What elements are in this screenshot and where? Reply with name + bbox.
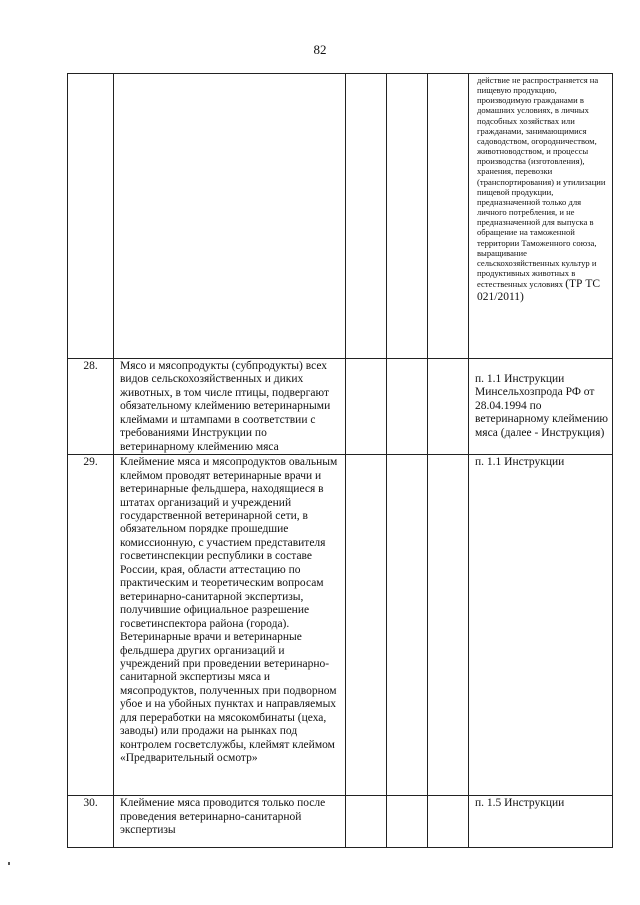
reference-text: действие не распространяется на пищевую продукцию, производимую гражданами в домашних условиях, в личных подсобных хозяйствах или гражданами, занимающимися садоводством, огородничеством, животноводством, и процессы производства (изготовления), хранения, перевозки (транспортирования) и утилизации пищевой продукции, предназначенной только для личного потребления, и не предназначенной для выпуска в обращение на таможенной территории Таможенного союза, выращивание сельскохозяйственных культур и продуктивных животных в естественных условиях [477, 75, 606, 290]
reference-cell [469, 74, 613, 359]
number-cell [68, 74, 114, 359]
row-number: 29. [68, 455, 114, 796]
table-row [68, 74, 613, 359]
page-number: 82 [313, 42, 327, 57]
requirements-table [67, 73, 613, 848]
table-row [68, 796, 613, 848]
blank-cell [428, 796, 469, 848]
blank-cell [387, 455, 428, 796]
requirement-text: Клеймение мяса проводится только после проведения ветеринарно-санитарной экспертизы [114, 796, 346, 848]
requirement-text: Мясо и мясопродукты (субпродукты) всех видов сельскохозяйственных и диких животных, в том числе птицы, подвергают обязательному клеймению ветеринарными клеймами и штампами в соответствии с требованиями Инструкции по ветеринарному клеймению мяса [114, 359, 346, 455]
blank-cell [346, 455, 387, 796]
requirement-text: Клеймение мяса и мясопродуктов овальным клеймом проводят ветеринарные врачи и ветеринарные фельдшера, находящиеся в штатах организаций и учреждений государственной ветеринарной сети, в обязательном порядке прошедшие комиссионную, с участием представителя госветинспекции республики в составе России, края, области аттестацию по практическим и теоретическим вопросам ветеринарно-санитарной экспертизы, получившие официальное разрешение госветинспектора района (города). Ветеринарные врачи и ветеринарные фельдшера других организаций и учреждений при проведении ветеринарно-санитарной экспертизы мяса и мясопродуктов, полученных при подворном убое и на убойных пунктах и направляемых для переработки на мясокомбинаты (цеха, заводы) или продажи на рынках под контролем госветслужбы, клеймят клеймом «Предварительный осмотр» [114, 455, 346, 796]
reference-text: п. 1.1 Инструкции Минсельхозпрода РФ от 28.04.1994 по ветеринарному клеймению мяса (далее - Инструкция) [469, 359, 613, 455]
blank-cell [346, 796, 387, 848]
blank-cell [428, 74, 469, 359]
row-number: 28. [68, 359, 114, 455]
table-row [68, 359, 613, 455]
blank-cell [346, 74, 387, 359]
blank-cell [428, 359, 469, 455]
reference-tail: (ТР ТС 021/2011) [477, 278, 601, 304]
reference-text: п. 1.1 Инструкции [469, 455, 613, 796]
blank-cell [387, 74, 428, 359]
blank-cell [387, 359, 428, 455]
reference-text: п. 1.5 Инструкции [469, 796, 613, 848]
blank-cell [387, 796, 428, 848]
blank-cell [346, 359, 387, 455]
row-number: 30. [68, 796, 114, 848]
requirement-cell [114, 74, 346, 359]
table-row [68, 455, 613, 796]
scan-mark [8, 862, 10, 865]
blank-cell [428, 455, 469, 796]
